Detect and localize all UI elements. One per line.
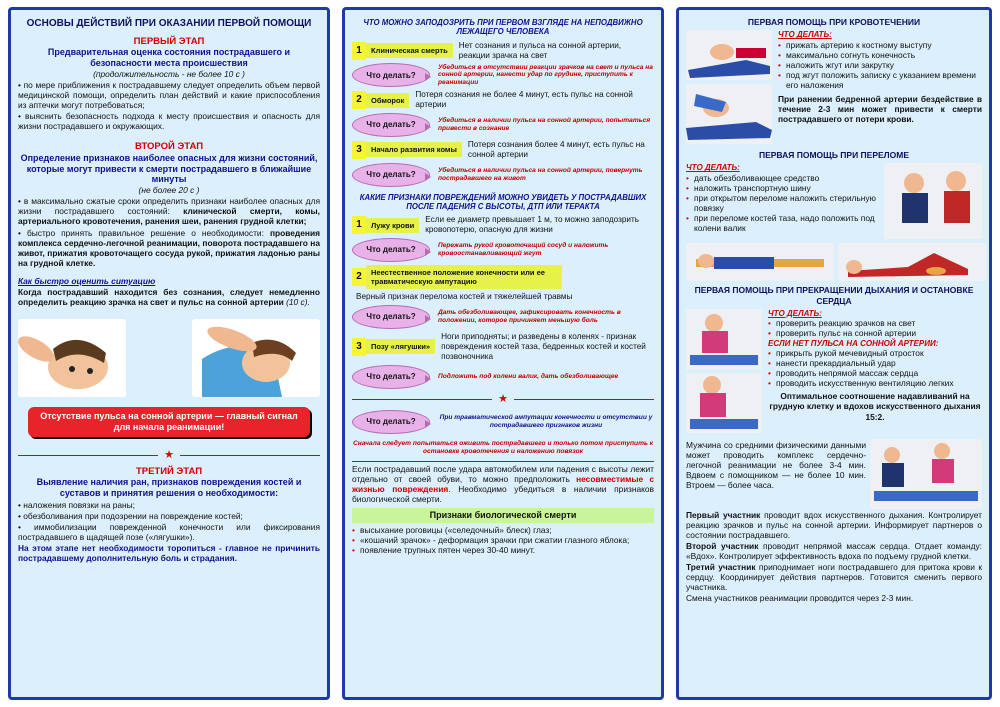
tourniquet-image bbox=[686, 84, 772, 144]
action-text: При травматической ампутации конечности и отсутствии у пострадавшего признаков жизни bbox=[439, 413, 653, 429]
stage-2-conditions: клинической смерти, комы, артериального кровотечения, ранения шеи, ранения грудной клетки; bbox=[18, 206, 321, 227]
what-to-do-badge: Что делать? bbox=[352, 163, 430, 187]
quick-assess-duration: (10 с). bbox=[286, 297, 310, 308]
endurance-text: Мужчина со средними физическими данными может проводить комплекс сердечно-легочной реанимации не более 3-4 мин. Вдвоем с помощником — не более 10 мин. Втроем — более часа. bbox=[686, 439, 866, 491]
sign-label: Неестественное положение конечности или ее травматическую ампутацию bbox=[366, 265, 562, 289]
action-text: Дать обезболивающее, зафиксировать конечность в положении, которое причиняет меньшую боль bbox=[438, 309, 621, 324]
stage-1-subtitle: Предварительная оценка состояния пострадавшего и безопасности места происшествия bbox=[47, 47, 291, 69]
what-to-do-badge: Что делать? bbox=[352, 113, 430, 137]
action-row bbox=[352, 305, 654, 329]
divider bbox=[18, 449, 320, 462]
bio-death-item: • появление трупных пятен через 30-40 минут. bbox=[352, 545, 654, 555]
stage-2-heading: ВТОРОЙ ЭТАП bbox=[134, 141, 204, 153]
team-cpr-image bbox=[870, 439, 982, 509]
sign-label: Лужу крови bbox=[366, 218, 419, 233]
bleeding-step: • наложить жгут или закрутку bbox=[778, 60, 982, 70]
what-to-do-label: ЧТО ДЕЛАТЬ: bbox=[778, 30, 832, 40]
participant-3-text: приподнимает ноги пострадавшего для притока крови к сердцу. Координирует действия партнеров. Готовится сменить первого участника. bbox=[686, 562, 982, 593]
action-text: Убедиться в отсутствии реакции зрачков на свет и пульса на сонной артерии, нанести удар по грудине, приступить к реанимации bbox=[438, 63, 653, 87]
stage-1-heading: ПЕРВЫЙ ЭТАП bbox=[133, 36, 205, 47]
bleeding-image bbox=[686, 30, 772, 80]
star-icon: ★ bbox=[164, 448, 174, 461]
stage-3-warning: На этом этапе нет необходимости торопиться - главное не причинить пострадавшему дополнительную боль и страдания. bbox=[18, 543, 320, 564]
stage-3-subtitle: Выявление наличия ран, признаков повреждения костей и суставов и принятия решения о необходимости: bbox=[36, 477, 302, 499]
cpr-step: • проводить искусственную вентиляцию легких bbox=[768, 378, 982, 388]
cpr-heading: ПЕРВАЯ ПОМОЩЬ ПРИ ПРЕКРАЩЕНИИ ДЫХАНИЯ И ОСТАНОВКЕ СЕРДЦА bbox=[694, 285, 974, 306]
condition-number: 2 bbox=[352, 91, 366, 109]
condition-label: Обморок bbox=[366, 93, 409, 108]
divider bbox=[352, 393, 654, 406]
what-to-do-label: ЧТО ДЕЛАТЬ: bbox=[768, 308, 822, 318]
cpr-step: • нанести прекардиальный удар bbox=[768, 358, 982, 368]
divider-line bbox=[352, 461, 654, 462]
action-row bbox=[352, 410, 654, 434]
sign-row bbox=[352, 215, 654, 235]
bleeding-heading: ПЕРВАЯ ПОМОЩЬ ПРИ КРОВОТЕЧЕНИИ bbox=[747, 17, 921, 27]
priority-note: Сначала следует попытаться оживить пострадавшего и только потом приступить к остановке кровотечения и наложению повязок bbox=[352, 439, 654, 455]
cpr-check-image bbox=[686, 309, 762, 369]
condition-number: 3 bbox=[352, 141, 366, 159]
stage-2-text: • быстро принять правильное решение о необходимости: bbox=[18, 227, 264, 238]
shoe-text-highlight: несовместимые с жизнью повреждения bbox=[352, 473, 654, 494]
shoe-text-end: . Необходимо убедиться в наличии признаков биологической смерти. bbox=[352, 483, 654, 504]
condition-description: Потеря сознания более 4 минут, есть пульс на сонной артерии bbox=[467, 140, 645, 159]
no-pulse-condition: ЕСЛИ НЕТ ПУЛЬСА НА СОННОЙ АРТЕРИИ: bbox=[768, 338, 939, 348]
what-to-do-badge: Что делать? bbox=[352, 410, 430, 434]
sign-description: Верный признак перелома костей и тяжелейшей травмы bbox=[356, 292, 573, 302]
condition-row bbox=[352, 140, 654, 160]
quick-assess-text: Когда пострадавший находится без сознания, следует немедленно определить реакцию зрачка на свет и пульс на сонной артерии bbox=[18, 286, 320, 308]
panel-suspect bbox=[342, 7, 664, 700]
stage-2-subtitle: Определение признаков наиболее опасных для жизни состояний, которые могут привести к смерти пострадавшего в ближайшие минуты bbox=[20, 152, 318, 185]
bleeding-step: • максимально согнуть конечность bbox=[778, 50, 982, 60]
rotation-note: Смена участников реанимации проводится через 2-3 мин. bbox=[686, 593, 914, 604]
what-to-do-badge: Что делать? bbox=[352, 63, 430, 87]
action-row bbox=[352, 63, 654, 87]
bleeding-warning: При ранении бедренной артерии бездействие в течение 2-3 мин может привести к смерти пострадавшего от потери крови. bbox=[778, 94, 982, 125]
action-text: Подложить под колени валик, дать обезболивающее bbox=[438, 372, 619, 380]
participant-3-label: Третий участник bbox=[686, 562, 756, 573]
sign-number: 3 bbox=[352, 338, 366, 356]
pupil-check-image bbox=[18, 319, 126, 397]
bio-death-item: • высыхание роговицы («селедочный» блеск) глаз; bbox=[352, 525, 654, 535]
condition-number: 1 bbox=[352, 42, 366, 60]
stage-3-item: • обезболивания при подозрении на повреждение костей; bbox=[18, 510, 243, 521]
section-title: КАКИЕ ПРИЗНАКИ ПОВРЕЖДЕНИЙ МОЖНО УВИДЕТЬ У ПОСТРАДАВШИХ ПОСЛЕ ПАДЕНИЯ С ВЫСОТЫ, ДТП ИЛИ ТЕРАКТА bbox=[359, 192, 647, 212]
action-text: Убедиться в наличии пульса на сонной артерии, попытаться привести в сознание bbox=[438, 117, 651, 133]
cpr-step: • проверить реакцию зрачков на свет bbox=[768, 318, 982, 328]
what-to-do-badge: Что делать? bbox=[352, 365, 430, 389]
action-row bbox=[352, 163, 654, 187]
condition-label: Клиническая смерть bbox=[366, 43, 453, 58]
panel-title: ОСНОВЫ ДЕЙСТВИЙ ПРИ ОКАЗАНИИ ПЕРВОЙ ПОМОЩИ bbox=[26, 18, 312, 29]
action-text: Пережать рукой кровоточащий сосуд и наложить кровоостанавливающий жгут bbox=[438, 242, 609, 258]
fracture-image bbox=[884, 163, 982, 239]
stage-2-actions: проведения комплекса сердечно-легочной реанимации, поворота пострадавшего на живот, прижатия кровоточащего сосуда рукой, прижатия ладонью раны на грудной клетке. bbox=[18, 227, 320, 268]
pelvis-roll-image bbox=[838, 243, 986, 281]
stage-3-item: • иммобилизации поврежденной конечности или фиксирования пострадавшего в щадящей позе («лягушки»). bbox=[18, 522, 320, 543]
participant-1-text: проводит вдох искусственного дыхания. Контролирует реакцию зрачков и пульс на сонной артерии. Информирует партнеров о состоянии пострадавшего. bbox=[686, 509, 982, 540]
splint-image bbox=[686, 243, 834, 281]
sign-number: 2 bbox=[352, 268, 366, 286]
condition-description: Потеря сознания не более 4 минут, есть пульс на сонной артерии bbox=[415, 90, 633, 110]
sign-number: 1 bbox=[352, 216, 366, 234]
stage-3-heading: ТРЕТИЙ ЭТАП bbox=[135, 465, 203, 477]
what-to-do-badge: Что делать? bbox=[352, 238, 430, 262]
what-to-do-label: ЧТО ДЕЛАТЬ: bbox=[686, 163, 740, 173]
action-row bbox=[352, 238, 654, 262]
stage-1-text: • по мере приближения к пострадавшему следует определить объем первой медицинской помощи, определить план действий и какие приспособления из аптечки могут потребоваться; bbox=[18, 80, 320, 111]
section-title: ЧТО МОЖНО ЗАПОДОЗРИТЬ ПРИ ПЕРВОМ ВЗГЛЯДЕ НА НЕПОДВИЖНО ЛЕЖАЩЕГО ЧЕЛОВЕКА bbox=[363, 18, 643, 37]
cpr-step: • проверить пульс на сонной артерии bbox=[768, 328, 982, 338]
cpr-compression-image bbox=[686, 373, 762, 433]
condition-row bbox=[352, 41, 654, 61]
fracture-heading: ПЕРВАЯ ПОМОЩЬ ПРИ ПЕРЕЛОМЕ bbox=[758, 150, 909, 161]
what-to-do-badge: Что делать? bbox=[352, 305, 430, 329]
ratio-note: Оптимальное соотношение надавливаний на грудную клетку и вдохов искусственного дыхания 15:2. bbox=[769, 391, 981, 422]
fracture-step: • наложить транспортную шину bbox=[686, 183, 880, 193]
bleeding-step: • прижать артерию к костному выступу bbox=[778, 40, 982, 50]
stage-3-item: • наложения повязки на раны; bbox=[18, 499, 136, 510]
action-row bbox=[352, 113, 654, 137]
fracture-step: • дать обезболивающее средство bbox=[686, 173, 880, 183]
condition-row bbox=[352, 90, 654, 110]
stage-1-text: • выяснить безопасность подхода к месту происшествия и опасность для жизни пострадавшего и окружающих. bbox=[18, 111, 320, 132]
action-row bbox=[352, 365, 654, 389]
condition-description: Нет сознания и пульса на сонной артерии, реакции зрачка на свет bbox=[458, 40, 622, 60]
star-icon: ★ bbox=[498, 392, 508, 405]
panel-basics bbox=[8, 7, 330, 700]
sign-row bbox=[352, 265, 654, 289]
bleeding-step: • под жгут положить записку с указанием времени его наложения bbox=[778, 70, 982, 90]
participant-2-label: Второй участник bbox=[686, 540, 759, 551]
stage-2-text: • в максимально сжатые сроки определить признаки наиболее опасных для жизни пострадавшего состояний: bbox=[18, 196, 320, 217]
reanimation-alert: Отсутствие пульса на сонной артерии — главный сигнал для начала реанимации! bbox=[28, 407, 310, 437]
fracture-step: • при открытом переломе наложить стерильную повязку bbox=[686, 193, 880, 213]
bio-death-item: • «кошачий зрачок» - деформация зрачки при сжатии глазного яблока; bbox=[352, 535, 654, 545]
shoe-text: Если пострадавший после удара автомобилем или падения с высоты лежит отдельно от своей обуви, то можно предположить bbox=[352, 463, 654, 484]
cpr-step: • прикрыть рукой мечевидный отросток bbox=[768, 348, 982, 358]
stage-1-duration: (продолжительность - не более 10 с ) bbox=[93, 68, 245, 79]
bio-death-heading: Признаки биологической смерти bbox=[352, 508, 654, 523]
sign-row bbox=[352, 332, 654, 362]
sign-description: Ноги приподняты; и разведены в коленях - признак повреждения костей таза, бедренных костей и костей позвоночника bbox=[441, 331, 646, 361]
sign-description: Если ее диаметр превышает 1 м, то можно заподозрить кровопотерю, опасную для жизни bbox=[425, 215, 639, 235]
participant-1-label: Первый участник bbox=[686, 509, 761, 520]
participant-2-text: проводит непрямой массаж сердца. Отдает команду: «Вдох». Контролирует эффективность вдоха по подъему грудной клетки. bbox=[686, 540, 982, 562]
sign-label: Позу «лягушки» bbox=[366, 339, 435, 354]
fracture-step: • при переломе костей таза, надо положить под колени валик bbox=[686, 213, 880, 233]
action-text: Убедиться в наличии пульса на сонной артерии, повернуть пострадавшего на живот bbox=[438, 166, 643, 182]
quick-assess-heading: Как быстро оценить ситуацию bbox=[18, 275, 156, 286]
condition-label: Начало развития комы bbox=[366, 142, 462, 157]
panel-first-aid bbox=[676, 7, 992, 700]
pulse-check-image bbox=[192, 319, 320, 397]
cpr-step: • проводить непрямой массаж сердца bbox=[768, 368, 982, 378]
stage-2-duration: (не более 20 с ) bbox=[138, 185, 200, 196]
